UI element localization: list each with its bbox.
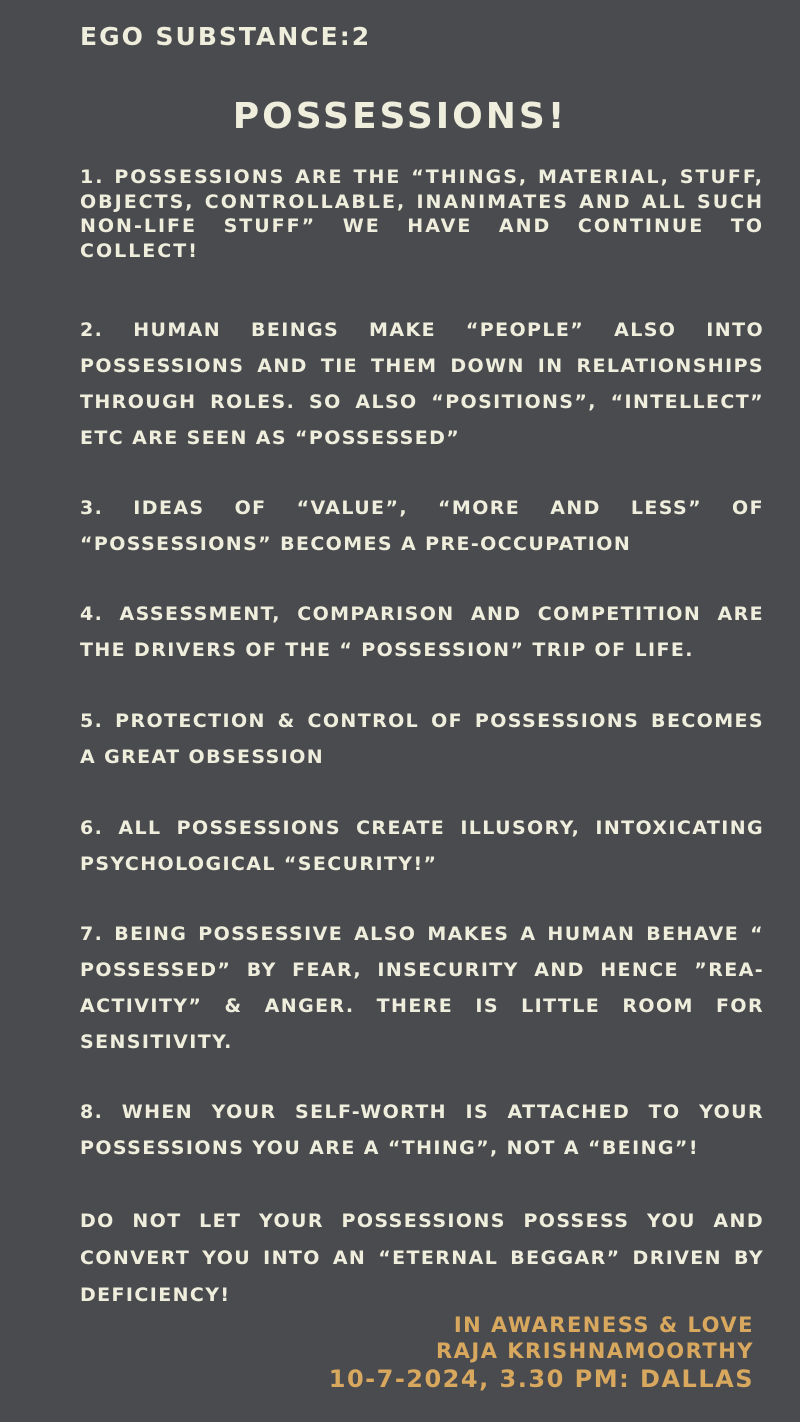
closing-paragraph: DO NOT LET YOUR POSSESSIONS POSSESS YOU AND CONVERT YOU INTO AN “ETERNAL BEGGAR” DRIVEN BY DEFICIENCY!	[80, 1210, 764, 1306]
paragraph-6: 6. ALL POSSESSIONS CREATE ILLUSORY, INTOXICATING PSYCHOLOGICAL “SECURITY!”	[80, 817, 764, 875]
paragraph-3: 3. IDEAS OF “VALUE”, “MORE AND LESS” OF “POSSESSIONS” BECOMES A PRE-OCCUPATION	[80, 497, 764, 555]
page-title: POSSESSIONS!	[232, 96, 568, 137]
signature-line-greeting: IN AWARENESS & LOVE	[453, 1313, 754, 1337]
signature-line-author: RAJA KRISHNAMOORTHY	[435, 1339, 754, 1363]
paragraph-2: 2. HUMAN BEINGS MAKE “PEOPLE” ALSO INTO POSSESSIONS AND TIE THEM DOWN IN RELATIONSHIPS THROUGH ROLES. SO ALSO “POSITIONS”, “INTELLECT” ETC ARE SEEN AS “POSSESSED”	[80, 319, 764, 449]
paragraph-8: 8. WHEN YOUR SELF-WORTH IS ATTACHED TO YOUR POSSESSIONS YOU ARE A “THING”, NOT A “BEING”!	[80, 1101, 764, 1159]
signature-line-date: 10-7-2024, 3.30 PM: DALLAS	[328, 1365, 754, 1393]
paragraph-1: 1. POSSESSIONS ARE THE “THINGS, MATERIAL, STUFF, OBJECTS, CONTROLLABLE, INANIMATES AND ALL SUCH NON-LIFE STUFF” WE HAVE AND CONTINUE TO COLLECT!	[80, 166, 764, 262]
signature-block	[329, 1312, 754, 1394]
paragraph-4: 4. ASSESSMENT, COMPARISON AND COMPETITION ARE THE DRIVERS OF THE “ POSSESSION” TRIP OF LIFE.	[80, 603, 764, 661]
series-label: EGO SUBSTANCE:2	[80, 22, 372, 51]
paragraph-7: 7. BEING POSSESSIVE ALSO MAKES A HUMAN BEHAVE “ POSSESSED” BY FEAR, INSECURITY AND HENCE ”REA-ACTIVITY” & ANGER. THERE IS LITTLE ROOM FOR SENSITIVITY.	[80, 923, 764, 1053]
paragraph-5: 5. PROTECTION & CONTROL OF POSSESSIONS BECOMES A GREAT OBSESSION	[80, 710, 764, 768]
